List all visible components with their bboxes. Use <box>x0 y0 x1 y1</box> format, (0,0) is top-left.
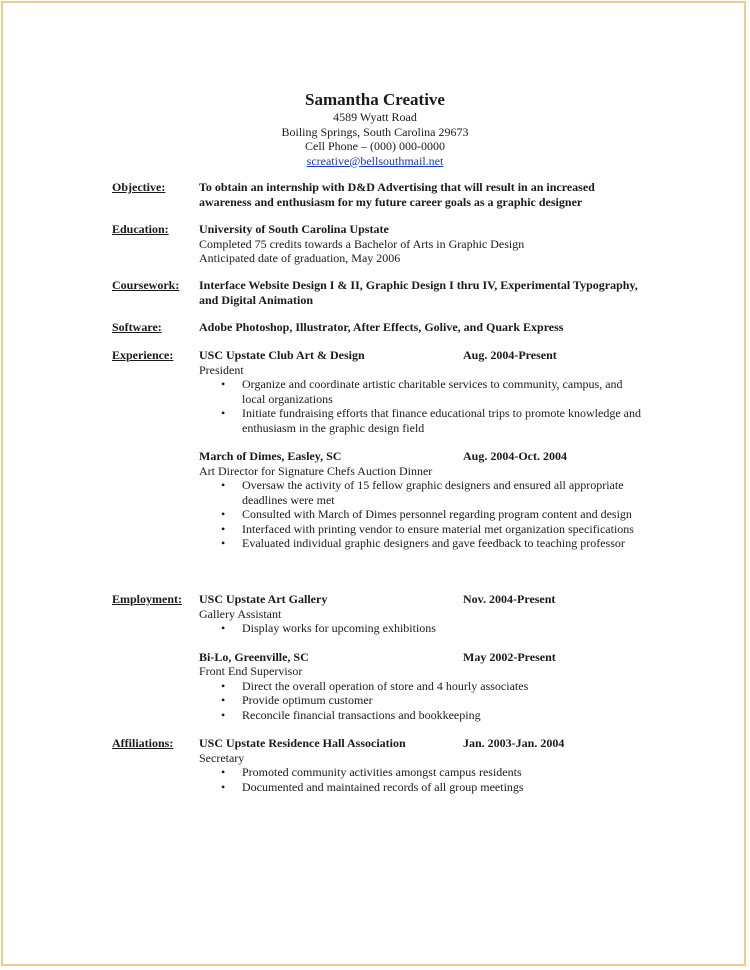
job-bullets <box>199 679 644 723</box>
affiliations-label: Affiliations: <box>112 736 174 750</box>
bullet-item: • Reconcile financial transactions and bookkeeping <box>199 708 644 723</box>
bullet-item: • Evaluated individual graphic designers and gave feedback to teaching professor <box>199 536 644 551</box>
job-title: Front End Supervisor <box>199 664 303 678</box>
school-name: University of South Carolina Upstate <box>199 222 389 236</box>
bullet-item: • Promoted community activities amongst campus residents <box>199 765 644 780</box>
job-bullets <box>199 377 644 435</box>
job-dates: Nov. 2004-Present <box>463 592 556 606</box>
bullet-item: • Oversaw the activity of 15 fellow graphic designers and ensured all appropriate deadlines were met <box>199 478 644 507</box>
job-bullets <box>199 621 644 636</box>
employment-label: Employment: <box>112 592 182 606</box>
affiliation-title: Secretary <box>199 750 245 765</box>
bullet-item: • Direct the overall operation of store and 4 hourly associates <box>199 679 644 694</box>
job-dates: Aug. 2004-Oct. 2004 <box>463 449 567 463</box>
education-graduation: Anticipated date of graduation, May 2006 <box>199 251 401 265</box>
bullet-item: • Documented and maintained records of all group meetings <box>199 780 644 795</box>
bullet-item: • Interfaced with printing vendor to ensure material met organization specifications <box>199 522 644 537</box>
job-entry <box>199 449 644 551</box>
city-state-zip: Boiling Springs, South Carolina 29673 <box>281 124 469 139</box>
job-title: Art Director for Signature Chefs Auction Dinner <box>199 463 433 478</box>
affiliation-entry <box>199 736 644 794</box>
affiliation-org: USC Upstate Residence Hall Association <box>199 736 406 750</box>
coursework-label: Coursework: <box>112 278 180 292</box>
job-dates: Aug. 2004-Present <box>463 348 557 362</box>
objective-label: Objective: <box>112 180 166 194</box>
objective-text: To obtain an internship with D&D Advertising that will result in an increased awareness and enthusiasm for my future career goals as a graphic designer <box>199 180 595 209</box>
software-text: Adobe Photoshop, Illustrator, After Effects, Golive, and Quark Express <box>199 320 564 334</box>
resume-header <box>0 90 750 168</box>
job-bullets <box>199 478 644 551</box>
phone-number: Cell Phone – (000) 000-0000 <box>305 139 445 153</box>
job-title: Gallery Assistant <box>199 606 282 621</box>
job-entry <box>199 592 644 636</box>
email-link[interactable]: screative@bellsouthmail.net <box>306 153 444 168</box>
experience-label: Experience: <box>112 348 174 362</box>
street-address: 4589 Wyatt Road <box>333 110 417 124</box>
software-label: Software: <box>112 320 162 334</box>
job-org: Bi-Lo, Greenville, SC <box>199 649 309 664</box>
education-label: Education: <box>112 222 169 236</box>
bullet-item: • Organize and coordinate artistic charitable services to community, campus, and local organizations <box>199 377 644 406</box>
job-title: President <box>199 362 244 377</box>
job-org: March of Dimes, Easley, SC <box>199 449 342 463</box>
bullet-item: • Consulted with March of Dimes personnel regarding program content and design <box>199 507 644 522</box>
bullet-item: • Display works for upcoming exhibitions <box>199 621 644 636</box>
coursework-text: Interface Website Design I & II, Graphic Design I thru IV, Experimental Typography, and Digital Animation <box>199 278 638 307</box>
job-dates: May 2002-Present <box>463 649 556 664</box>
education-credits: Completed 75 credits towards a Bachelor of Arts in Graphic Design <box>199 236 525 251</box>
job-org: USC Upstate Club Art & Design <box>199 348 365 362</box>
job-entry <box>199 348 644 435</box>
job-org: USC Upstate Art Gallery <box>199 592 328 606</box>
bullet-item: • Initiate fundraising efforts that finance educational trips to promote knowledge and enthusiasm in the graphic design field <box>199 406 644 435</box>
job-entry <box>199 650 644 723</box>
applicant-name: Samantha Creative <box>305 90 445 109</box>
bullet-item: • Provide optimum customer <box>199 693 644 708</box>
affiliation-dates: Jan. 2003-Jan. 2004 <box>463 736 565 750</box>
affiliation-bullets <box>199 765 644 794</box>
